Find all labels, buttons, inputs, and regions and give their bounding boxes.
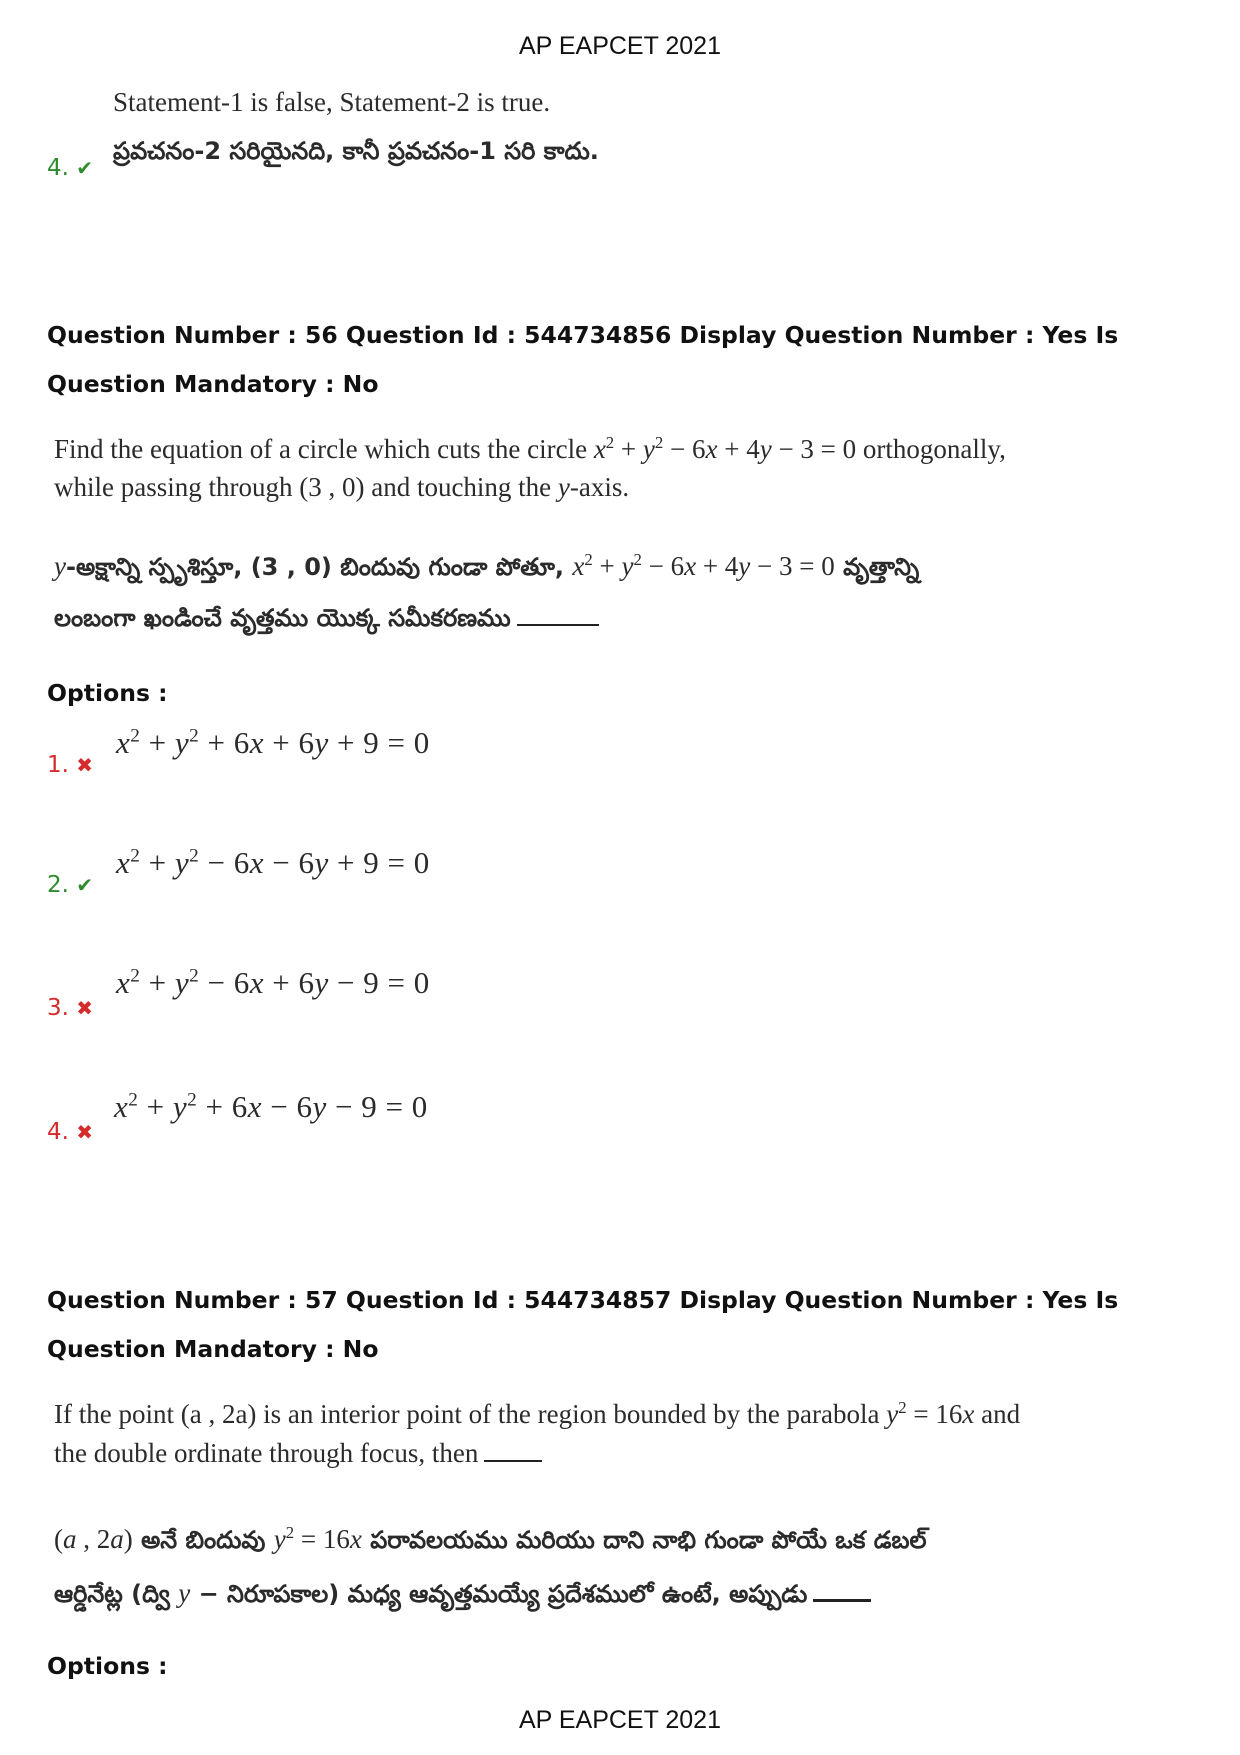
q56-option-2-equation: $x^2 + y^2 - 6x - 6y + 9 = 0$ bbox=[116, 845, 430, 880]
q56-options-title: Options : bbox=[47, 679, 168, 707]
wrong-cross-icon: ✖ bbox=[76, 753, 94, 777]
wrong-cross-icon: ✖ bbox=[76, 996, 94, 1020]
q56-option-3-equation: $x^2 + y^2 - 6x + 6y - 9 = 0$ bbox=[116, 965, 430, 1000]
q56-text-te-line1: y-అక్షాన్ని స్పృశిస్తూ, (3 , 0) బిందువు గుండా పోతూ, $x^2 + y^2 - 6x + 4y - 3 = 0$ వృత్తాన్ని bbox=[54, 550, 920, 581]
page-footer: AP EAPCET 2021 bbox=[519, 1706, 721, 1734]
q57-text-te-line2: ఆర్డినేట్ల (ద్వి y − నిరూపకాల) మధ్య ఆవృత్తమయ్యే ప్రదేశములో ఉంటే, అప్పుడు bbox=[54, 1578, 871, 1614]
page-header: AP EAPCET 2021 bbox=[519, 32, 721, 60]
question-56-header: Question Number : 56 Question Id : 544734856 Display Question Number : Yes Is Question Mandatory : No bbox=[47, 321, 1119, 398]
q56-text-en-line1: Find the equation of a circle which cuts the circle $x^2 + y^2 - 6x + 4y - 3 = 0$ orthogonally, bbox=[54, 433, 1006, 464]
answer-blank bbox=[813, 1598, 871, 1602]
q56-option-1-equation: $x^2 + y^2 + 6x + 6y + 9 = 0$ bbox=[116, 725, 430, 760]
wrong-cross-icon: ✖ bbox=[76, 1120, 94, 1144]
answer-blank bbox=[517, 623, 599, 626]
prev-statement-te: ప్రవచనం-2 సరియైనది, కానీ ప్రవచనం-1 సరి కాదు. bbox=[113, 137, 599, 165]
prev-option-number: 4. ✔ bbox=[47, 155, 94, 181]
q56-option-3-number: 3. ✖ bbox=[47, 995, 94, 1021]
q56-option-1-number: 1. ✖ bbox=[47, 752, 94, 778]
q56-option-4-equation: $x^2 + y^2 + 6x - 6y - 9 = 0$ bbox=[114, 1089, 428, 1124]
prev-statement-en: Statement-1 is false, Statement-2 is true. bbox=[113, 87, 551, 117]
correct-check-icon: ✔ bbox=[76, 873, 94, 897]
q57-text-en-line2: the double ordinate through focus, then bbox=[54, 1431, 542, 1475]
q57-text-te-line1: (a , 2a) అనే బిందువు $y^2 = 16x$ పరావలయము మరియు దాని నాభి గుండా పోయే ఒక డబల్ bbox=[54, 1523, 927, 1554]
q56-text-en-line2: while passing through (3 , 0) and touching the y-axis. bbox=[54, 472, 630, 502]
correct-check-icon: ✔ bbox=[76, 156, 94, 180]
q56-text-te-line2: లంబంగా ఖండించే వృత్తము యొక్క సమీకరణము bbox=[54, 604, 599, 638]
answer-blank bbox=[484, 1459, 542, 1462]
q56-option-4-number: 4. ✖ bbox=[47, 1119, 94, 1145]
q57-text-en-line1: If the point (a , 2a) is an interior point of the region bounded by the parabola $y^2 = 16x$ and bbox=[54, 1398, 1021, 1429]
q56-option-2-number: 2. ✔ bbox=[47, 872, 94, 898]
question-57-header: Question Number : 57 Question Id : 544734857 Display Question Number : Yes Is Question Mandatory : No bbox=[47, 1286, 1119, 1363]
q57-options-title: Options : bbox=[47, 1652, 168, 1680]
